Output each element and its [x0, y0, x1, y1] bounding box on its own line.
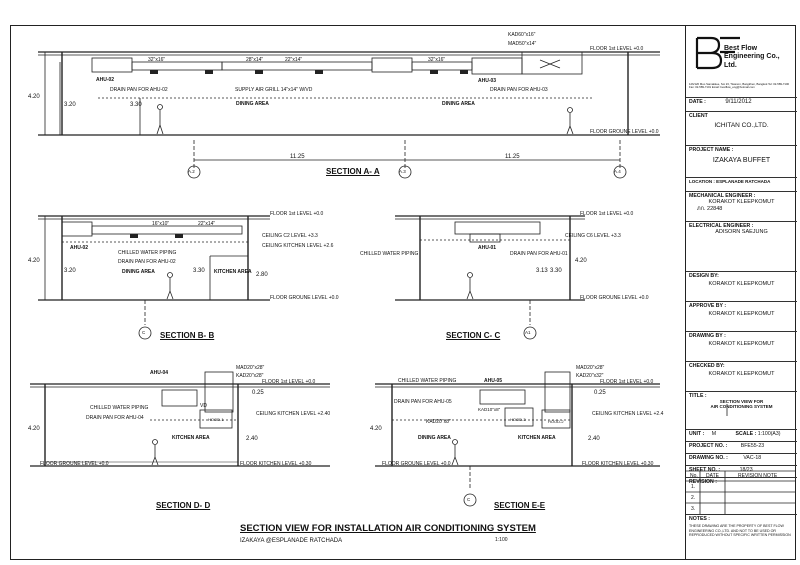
bb-level-ceiling-c2: CEILING C2 LEVEL +3.3: [262, 233, 318, 239]
client-label: CLIENT: [689, 113, 708, 119]
checked-value: KORAKOT KLEEPKOMUT: [708, 371, 775, 377]
aa-mad-label: MAD50"x14": [508, 41, 537, 47]
checked-label: CHECKED BY:: [689, 363, 725, 369]
aa-duct-3: 22"x14": [285, 57, 303, 63]
ee-mad-label: MAD20"x28": [576, 365, 605, 371]
aa-duct-2: 28"x14": [246, 57, 264, 63]
aa-duct-4: 32"x16": [428, 57, 446, 63]
ee-kad20x8-label: KAD20"x8": [426, 419, 451, 425]
location-value: LOCATION : ESPLANADE RATCHADA: [689, 179, 771, 184]
aa-kad-label: KAD60"x16": [508, 32, 536, 38]
dd-vd-label: VD: [200, 403, 207, 409]
aa-drainpan02-label: DRAIN PAN FOR AHU-02: [110, 87, 168, 93]
aa-dim-1125-b: 11.25: [505, 154, 520, 160]
company-name: Best Flow Engineering Co., Ltd.: [724, 45, 780, 69]
notes-row: [686, 514, 797, 560]
aa-dim-1125-a: 11.25: [290, 154, 305, 160]
cc-axis-a1: A1: [525, 330, 531, 335]
client-row: [686, 111, 797, 145]
aa-dim-420: 4.20: [28, 94, 40, 100]
dd-drainpan-label: DRAIN PAN FOR AHU-04: [86, 415, 144, 421]
design-value: KORAKOT KLEEPKOMUT: [708, 281, 775, 287]
dd-chilled-label: CHILLED WATER PIPING: [90, 405, 149, 411]
section-aa-drawing: [38, 52, 660, 178]
ee-level-ground: FLOOR GROUNE LEVEL +0.0: [382, 461, 451, 467]
ee-chilled-label: CHILLED WATER PIPING: [398, 378, 457, 384]
bb-drainpan-label: DRAIN PAN FOR AHU-02: [118, 259, 176, 265]
bb-dim-320: 3.20: [64, 268, 76, 274]
title-row: [686, 391, 797, 429]
bb-kitchen-label: KITCHEN AREA: [214, 269, 252, 275]
bb-duct-2: 22"x14": [198, 221, 216, 227]
company-address: 126/120 Moo Samakkee, Soi 23, Tiwanon, Bangkhen, Bangkok Tel: 02-589-7100 Fax: 02-589-7101 Email: bestflow_eng@hotmail.com: [689, 82, 790, 90]
mech-engineer-label: MECHANICAL ENGINEER :: [689, 193, 756, 199]
dd-mad-label: MAD20"x28": [236, 365, 265, 371]
aa-ahu03-label: AHU-03: [478, 78, 497, 84]
ee-kad10-label: KAD10"x8": [478, 407, 501, 412]
ee-kad20x32-label: KAD20"x32": [576, 373, 604, 379]
cc-chilled-label: CHILLED WATER PIPING: [360, 251, 419, 257]
revision-label: REVISION :: [689, 479, 717, 485]
bb-chilled-label: CHILLED WATER PIPING: [118, 250, 177, 256]
drawing-no-label: DRAWING NO. :: [689, 455, 728, 461]
unit-label: UNIT :: [689, 431, 705, 437]
rev-header-note: REVISION NOTE: [738, 473, 778, 479]
cc-dim-420: 4.20: [575, 258, 587, 264]
title-block: [685, 25, 796, 560]
elec-engineer-value: ADISORN SAEJUNG: [715, 229, 768, 235]
aa-ahu02-label: AHU-02: [96, 77, 115, 83]
aa-grill-label: SUPPLY AIR GRILL 14"x14" W/VD: [235, 87, 313, 93]
dd-level-kitchen: FLOOR KITCHEN LEVEL +0.30: [240, 461, 312, 467]
bb-level-floor1: FLOOR 1st LEVEL +0.0: [270, 211, 324, 217]
title-line-1: SECTION VIEW FOR: [719, 399, 764, 404]
scale-note: 1:100: [495, 537, 508, 543]
dd-dim-420: 4.20: [28, 426, 40, 432]
dd-kitchen-label: KITCHEN AREA: [172, 435, 210, 441]
mech-license: ภก. 22848: [697, 206, 723, 212]
section-ee-title: SECTION E-E: [494, 501, 546, 510]
revision-row: [686, 477, 797, 496]
mech-engineer-value: KORAKOT KLEEPKOMUT: [708, 199, 775, 205]
location-row: [686, 177, 797, 191]
approve-row: [686, 301, 797, 331]
dd-ahu04-label: AHU-04: [150, 370, 169, 376]
bb-duct-1: 16"x10": [152, 221, 170, 227]
dd-level-ceiling-kitchen: CEILING KITCHEN LEVEL +2.40: [256, 411, 331, 417]
client-value: ICHITAN CO.,LTD.: [714, 122, 769, 129]
rev-row-2: 2.: [691, 495, 696, 501]
ee-dim-240: 2.40: [588, 436, 600, 442]
rev-header-date: DATE: [706, 473, 719, 479]
section-dd-drawing: [30, 372, 330, 466]
approve-value: KORAKOT KLEEPKOMUT: [708, 311, 775, 317]
rev-row-1: 1.: [691, 484, 696, 490]
cc-dim-313: 3.13: [536, 268, 548, 274]
project-label: PROJECT NAME :: [689, 147, 734, 153]
drawing-by-row: [686, 331, 797, 361]
date-row: [686, 97, 797, 111]
checked-row: [686, 361, 797, 391]
bb-level-ground: FLOOR GROUNE LEVEL +0.0: [270, 295, 339, 301]
elec-engineer-row: [686, 221, 797, 271]
bb-axis-c: C: [142, 330, 146, 335]
dd-dim-240: 2.40: [246, 436, 258, 442]
date-label: DATE :: [689, 99, 706, 105]
main-title: SECTION VIEW FOR INSTALLATION AIR CONDITIONING SYSTEM: [240, 523, 536, 534]
rev-header-no: No.: [690, 473, 698, 479]
aa-level-floor1: FLOOR 1st LEVEL +0.0: [590, 46, 644, 52]
section-bb-drawing: [38, 216, 270, 339]
approve-label: APPROVE BY :: [689, 303, 727, 309]
aa-axis-a3: A.3: [399, 169, 406, 174]
section-dd-title: SECTION D- D: [156, 501, 211, 510]
design-label: DESIGN BY:: [689, 273, 719, 279]
sheet-no-value: 18/23: [739, 467, 753, 473]
bb-dim-420: 4.20: [28, 258, 40, 264]
aa-dim-330: 3.30: [130, 102, 142, 108]
project-row: [686, 145, 797, 177]
dd-dim-025: 0.25: [252, 390, 264, 396]
scale-value: 1:100(A3): [757, 431, 781, 437]
ee-dining-label: DINING AREA: [418, 435, 451, 441]
ee-kitchen-label: KITCHEN AREA: [518, 435, 556, 441]
dd-level-floor1: FLOOR 1st LEVEL +0.0: [262, 379, 316, 385]
drawing-by-label: DRAWING BY :: [689, 333, 726, 339]
ee-level-floor1: FLOOR 1st LEVEL +0.0: [600, 379, 654, 385]
ee-level-kitchen: FLOOR KITCHEN LEVEL +0.30: [582, 461, 654, 467]
unit-scale-row: [686, 429, 797, 441]
date-value: 9/11/2012: [725, 99, 752, 105]
aa-dining-1: DINING AREA: [236, 101, 269, 107]
cc-dim-330: 3.30: [550, 268, 562, 274]
bb-dim-330: 3.30: [193, 268, 205, 274]
elec-engineer-label: ELECTRICAL ENGINEER :: [689, 223, 754, 229]
dd-kad-label: KAD20"x28": [236, 373, 264, 379]
aa-dining-2: DINING AREA: [442, 101, 475, 107]
section-aa-title: SECTION A- A: [326, 167, 380, 176]
drawing-no-row: [686, 453, 797, 465]
notes-text: THESE DRAWING ARE THE PROPERTY OF BEST FLOW ENGINEERING CO.,LTD. AND NOT TO BE USED OR REPRODUCED WITHOUT SPECIFIC WRITTEN PERMISSION: [689, 524, 791, 538]
ee-hood3-label: HOOD-3: [510, 417, 526, 422]
project-no-row: [686, 441, 797, 453]
cc-ahu01-label: AHU-01: [478, 245, 497, 251]
dd-hood1-label: HOOD-1: [208, 417, 224, 422]
bb-dim-280: 2.80: [256, 272, 268, 278]
project-value: IZAKAYA BUFFET: [712, 157, 771, 164]
project-no-value: BFE55-23: [740, 443, 765, 449]
drawing-by-value: KORAKOT KLEEPKOMUT: [708, 341, 775, 347]
section-bb-title: SECTION B- B: [160, 331, 215, 340]
ee-level-ceiling-kitchen: CEILING KITCHEN LEVEL +2.4: [592, 411, 664, 417]
dd-level-ground: FLOOR GROUNE LEVEL +0.0: [40, 461, 109, 467]
ee-dim-420: 4.20: [370, 426, 382, 432]
title-label: TITLE :: [689, 393, 707, 399]
aa-duct-1: 32"x16": [148, 57, 166, 63]
ee-axis-c: C: [467, 497, 471, 502]
section-cc-drawing: [395, 216, 585, 339]
project-no-label: PROJECT NO. :: [689, 443, 728, 449]
mech-engineer-row: [686, 191, 797, 221]
bb-level-ceiling-kitchen: CEILING KITCHEN LEVEL +2.6: [262, 243, 334, 249]
bb-dining-label: DINING AREA: [122, 269, 155, 275]
cc-level-floor1: FLOOR 1st LEVEL +0.0: [580, 211, 634, 217]
rev-row-3: 3.: [691, 506, 696, 512]
notes-label: NOTES :: [689, 516, 711, 522]
cc-level-ground: FLOOR GROUNE LEVEL +0.0: [580, 295, 649, 301]
bb-ahu02-label: AHU-02: [70, 245, 89, 251]
subtitle: IZAKAYA @ESPLANADE RATCHADA: [240, 538, 343, 544]
ee-ahu05-label: AHU-05: [484, 378, 503, 384]
design-row: [686, 271, 797, 301]
aa-axis-a4: A.4: [614, 169, 621, 174]
ee-hood2-label: HOOD-2: [548, 419, 564, 424]
ee-dim-025: 0.25: [594, 390, 606, 396]
unit-value: M: [711, 431, 717, 437]
scale-label: SCALE :: [735, 431, 757, 437]
sheet-no-label: SHEET NO. :: [689, 467, 721, 473]
ee-drainpan-label: DRAIN PAN FOR AHU-05: [394, 399, 452, 405]
aa-dim-320: 3.20: [64, 102, 76, 108]
aa-axis-a2: A.2: [188, 169, 195, 174]
cc-drainpan-label: DRAIN PAN FOR AHU-01: [510, 251, 568, 257]
aa-level-ground: FLOOR GROUNE LEVEL +0.0: [590, 129, 659, 135]
aa-drainpan03-label: DRAIN PAN FOR AHU-03: [490, 87, 548, 93]
cc-level-ceiling-c6: CEILING C6 LEVEL +3.3: [565, 233, 621, 239]
drawing-no-value: VAC-18: [743, 455, 762, 461]
section-cc-title: SECTION C- C: [446, 331, 501, 340]
title-line-2: AIR CONDITIONING SYSTEM: [710, 404, 773, 409]
